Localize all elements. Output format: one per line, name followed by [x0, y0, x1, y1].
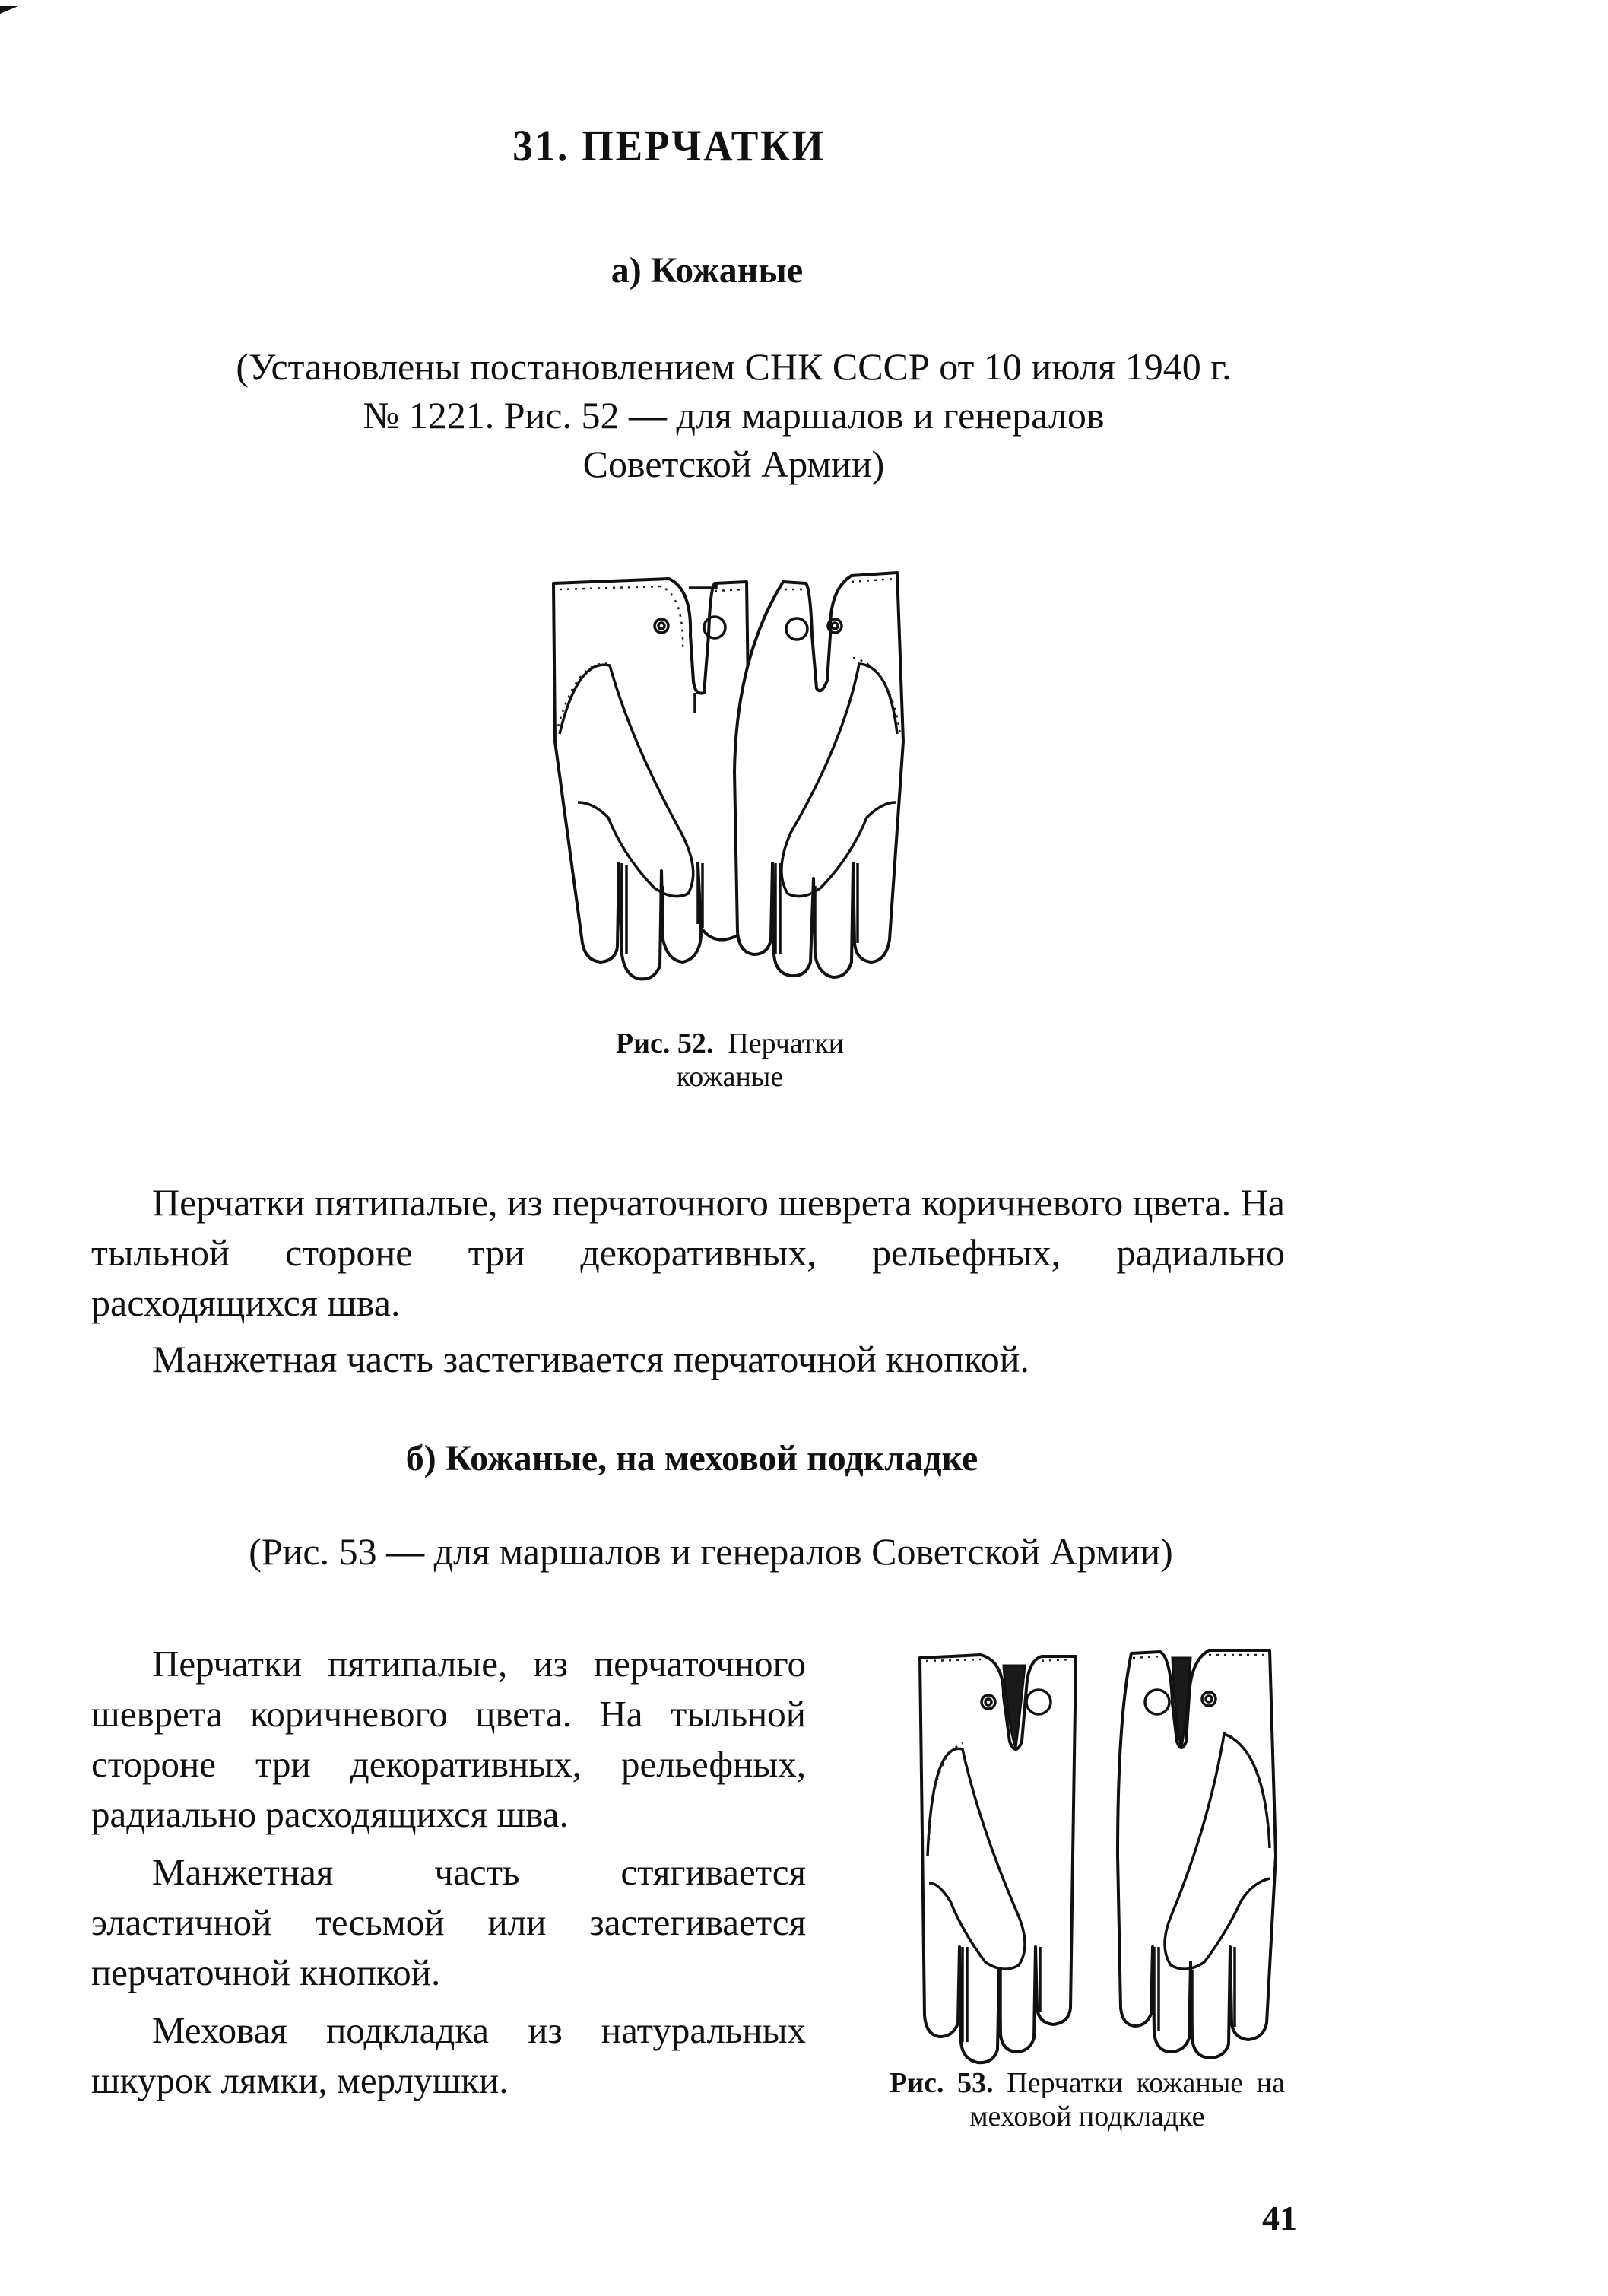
figure-53-caption-text: Перчатки кожаные на меховой подкладке [969, 2067, 1285, 2132]
note-line: (Установлены постановлением СНК СССР от 10 июля 1940 г. [236, 345, 1232, 388]
note-line: Советской Армии) [582, 443, 885, 485]
right-fur-glove-illustration [1118, 1650, 1276, 2058]
subsection-b-note: (Рис. 53 — для маршалов и генералов Советской Армии) [249, 1530, 1173, 1573]
subsection-b-heading: б) Кожаные, на меховой подкладке [405, 1438, 978, 1478]
right-glove-illustration [734, 573, 903, 977]
paragraph: Перчатки пятипалые, из перчаточного шеврета коричневого цвета. На тыльной стороне три декоративных, рельефных, радиально расходящихся шва. [91, 1181, 1285, 1324]
figure-52-caption-line1: Перчатки [728, 1027, 845, 1059]
page-number: 41 [1262, 2199, 1297, 2237]
left-fur-glove-illustration [920, 1655, 1076, 2063]
paragraph: Меховая подкладка из натуральных шкурок лямки, мерлушки. [91, 2009, 806, 2101]
figure-53-label: Рис. 53. [890, 2067, 994, 2099]
left-glove-illustration [553, 579, 751, 979]
paragraph: Перчатки пятипалые, из перчаточного шеврета коричневого цвета. На тыльной стороне три декоративных, рельефных, радиально расходящихся шва. [91, 1643, 806, 1835]
subsection-a-body [91, 1177, 1285, 1384]
figure-53-gloves [890, 1628, 1292, 2053]
subsection-a-heading: а) Кожаные [611, 250, 804, 291]
section-title: 31. ПЕРЧАТКИ [512, 121, 826, 170]
paragraph: Манжетная часть застегивается перчаточной кнопкой. [152, 1338, 1030, 1380]
figure-53-caption [890, 2066, 1285, 2133]
note-line: № 1221. Рис. 52 — для маршалов и генералов [363, 394, 1105, 437]
paragraph: Манжетная часть стягивается эластичной тесьмой или застегивается перчаточной кнопкой. [91, 1851, 806, 1993]
figure-52-caption-line2: кожаные [676, 1061, 784, 1093]
scan-corner-mark [0, 6, 18, 14]
figure-52-caption [532, 1027, 928, 1094]
figure-52-label: Рис. 52. [615, 1027, 714, 1059]
figure-52-gloves [532, 544, 943, 985]
subsection-a-note [84, 342, 1384, 488]
subsection-b-body [91, 1639, 806, 2106]
